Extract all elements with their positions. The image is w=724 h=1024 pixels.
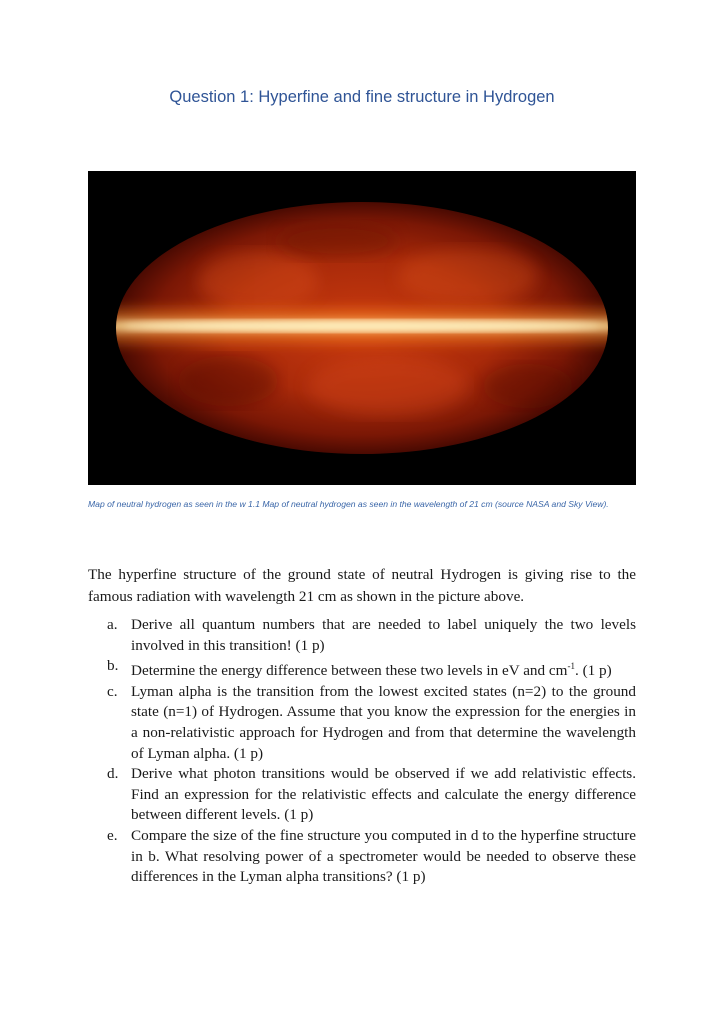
hydrogen-map-figure [88,171,636,485]
question-list [88,615,636,888]
item-text: Compare the size of the fine structure you computed in d to the hyperfine structure in b. What resolving power of a spectrometer would be needed to observe these differences in the Lyman alpha transitions? (1 p) [131,827,636,886]
list-item [88,826,636,888]
item-marker: b. [107,657,119,675]
item-text: Derive what photon transitions would be observed if we add relativistic effects. Find an expression for the relativistic effects and calculate the energy difference between different levels. (1 p) [131,765,636,824]
list-item [88,615,636,656]
list-item [88,656,636,682]
page-title: Question 1: Hyperfine and fine structure in Hydrogen [169,88,555,106]
item-text: Determine the energy difference between these two levels in eV and cm [131,662,568,680]
hydrogen-map-image [88,171,636,485]
list-item [88,764,636,826]
item-text: Lyman alpha is the transition from the lowest excited states (n=2) to the ground state (n=1) of Hydrogen. Assume that you know the expression for the energies in a non-relativistic approach for Hydrogen and from that determine the wavelength of Lyman alpha. (1 p) [131,682,636,762]
figure-caption: Map of neutral hydrogen as seen in the w 1.1 Map of neutral hydrogen as seen in the wavelength of 21 cm (source NASA and Sky View). [88,499,609,509]
list-item [88,682,636,764]
superscript: -1 [567,661,575,672]
item-text: Derive all quantum numbers that are needed to label uniquely the two levels involved in this transition! (1 p) [131,616,636,654]
intro-paragraph: The hyperfine structure of the ground state of neutral Hydrogen is giving rise to the famous radiation with wavelength 21 cm as shown in the picture above. [88,566,636,605]
item-text-end: . (1 p) [574,662,612,680]
item-marker: c. [107,682,118,700]
item-marker: a. [107,616,118,633]
item-marker: d. [107,765,119,783]
item-marker: e. [107,827,118,844]
